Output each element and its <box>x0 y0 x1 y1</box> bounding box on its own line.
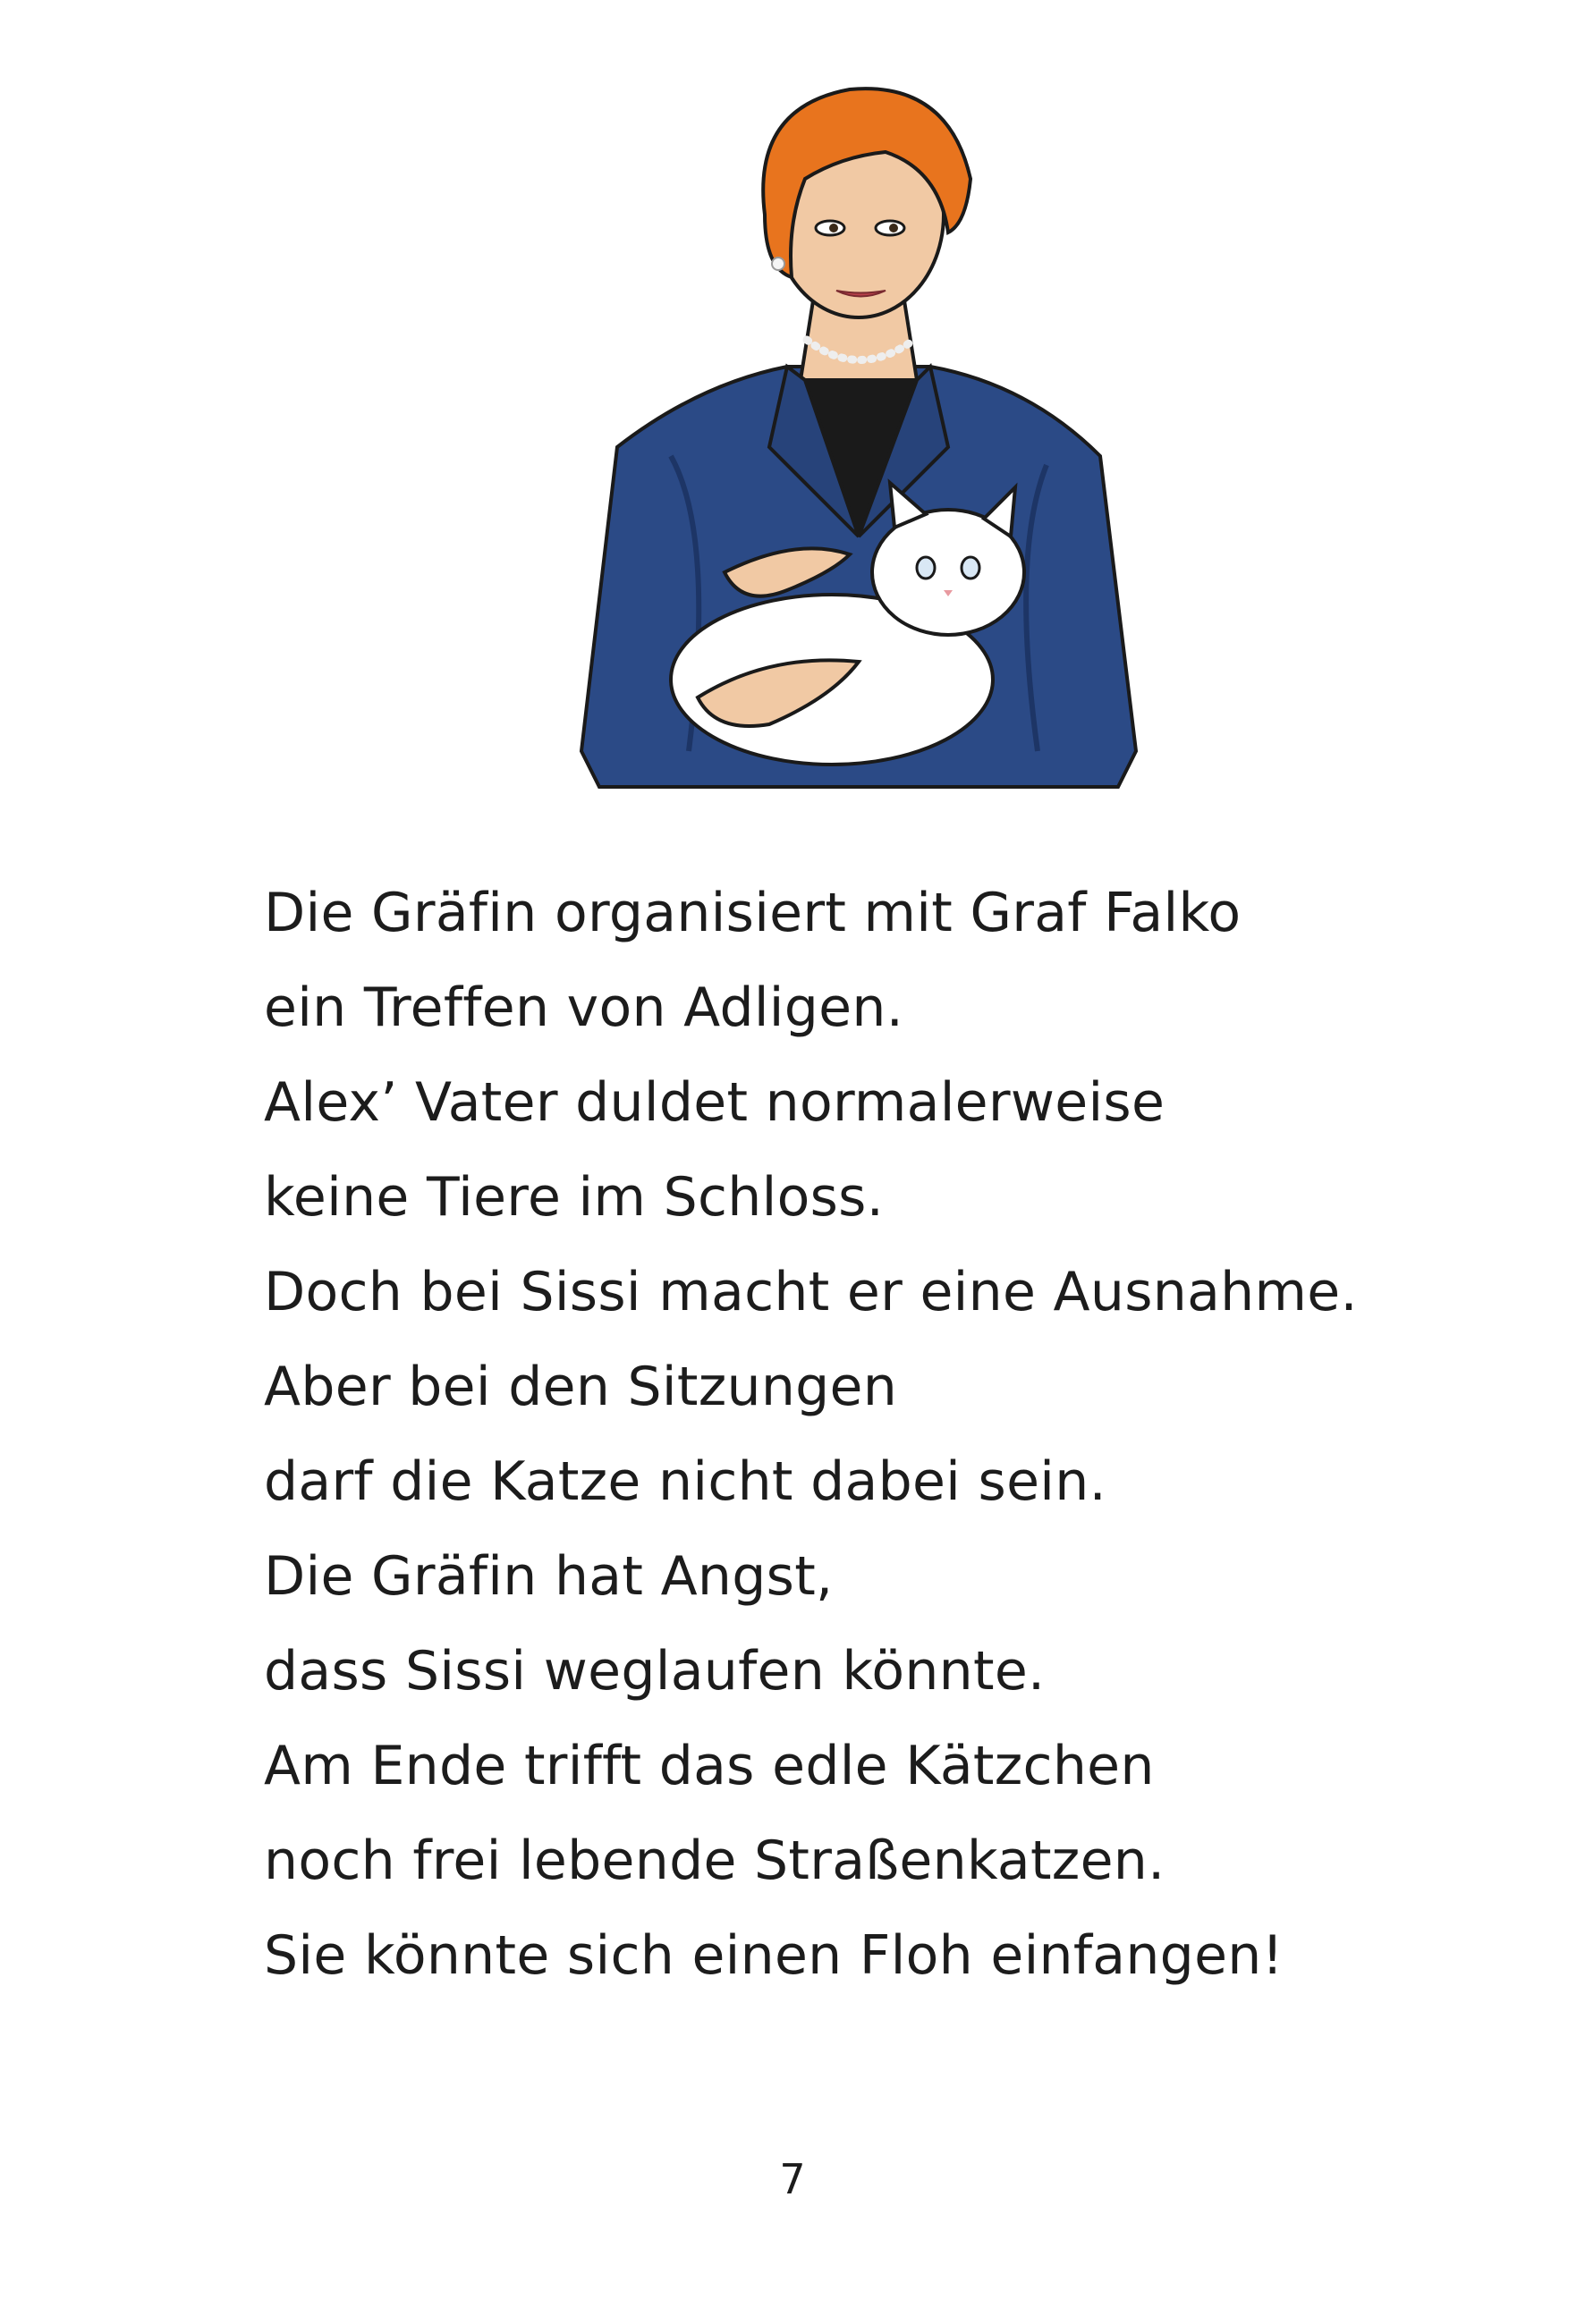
countess-with-cat-illustration <box>564 72 1154 841</box>
story-line: Die Gräfin organisiert mit Graf Falko <box>264 882 1242 944</box>
story-line: Aber bei den Sitzungen <box>264 1356 898 1418</box>
story-line: Alex’ Vater duldet normalerweise <box>264 1071 1165 1134</box>
page-number: 7 <box>779 2155 806 2203</box>
story-line: Die Gräfin hat Angst, <box>264 1545 834 1608</box>
story-line: Sie könnte sich einen Floh einfangen! <box>264 1924 1284 1987</box>
story-line: ein Treffen von Adligen. <box>264 976 904 1039</box>
story-text <box>264 866 1427 2003</box>
story-line: dass Sissi weglaufen könnte. <box>264 1640 1046 1703</box>
story-line: noch frei lebende Straßenkatzen. <box>264 1830 1165 1892</box>
story-line: darf die Katze nicht dabei sein. <box>264 1450 1106 1513</box>
story-line: keine Tiere im Schloss. <box>264 1166 885 1229</box>
story-line: Doch bei Sissi macht er eine Ausnahme. <box>264 1261 1358 1323</box>
story-line: Am Ende trifft das edle Kätzchen <box>264 1735 1155 1797</box>
